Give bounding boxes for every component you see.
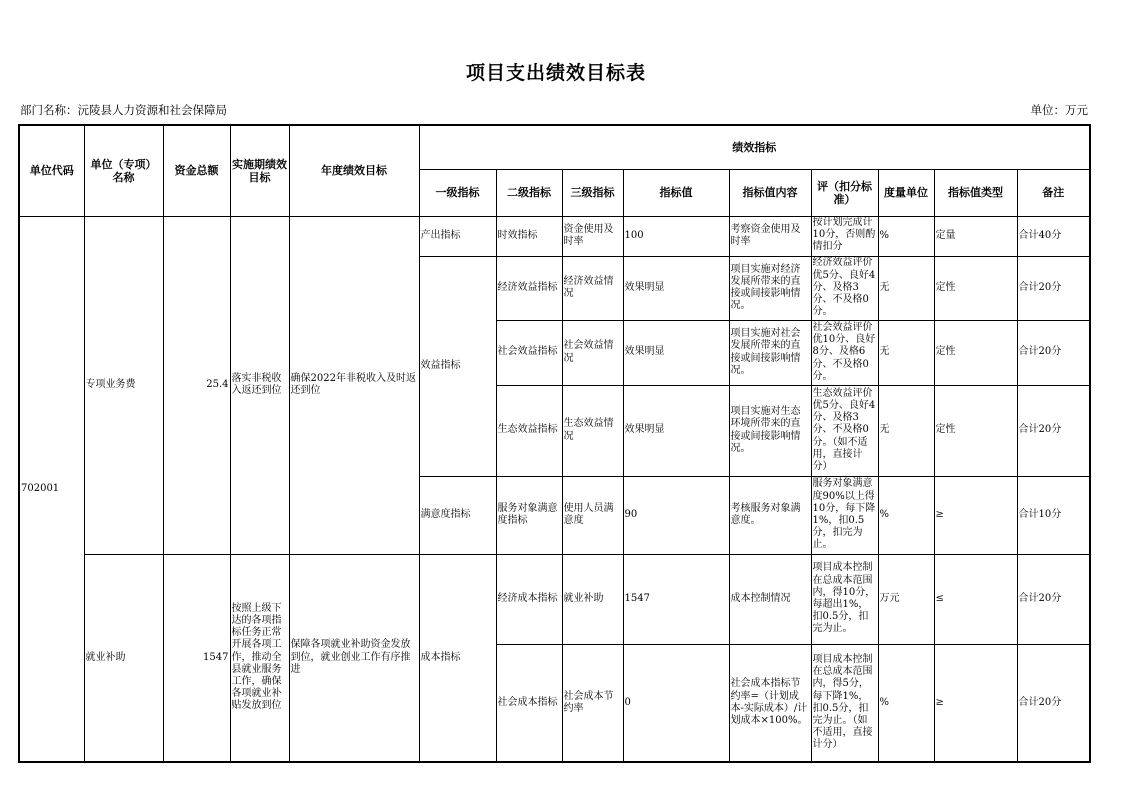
measure-unit-cell: % [878, 216, 934, 256]
scoring-cell: 服务对象满意度90%以上得10分，每下降1%，扣0.5分，扣完为止。 [811, 476, 878, 554]
content-cell: 项目实施对经济发展所带来的直接或间接影响情况。 [729, 256, 811, 320]
header-period-goal: 实施期绩效目标 [230, 125, 289, 216]
header-performance-indicators: 绩效指标 [419, 125, 1090, 169]
level3-cell: 社会成本节约率 [562, 644, 623, 762]
header-value: 指标值 [623, 169, 729, 216]
header-unit-code: 单位代码 [19, 125, 84, 216]
measure-unit-cell: % [878, 476, 934, 554]
content-cell: 成本控制情况 [729, 554, 811, 644]
header-measure-unit: 度量单位 [878, 169, 934, 216]
header-level1: 一级指标 [419, 169, 496, 216]
level3-cell: 使用人员满意度 [562, 476, 623, 554]
project-name-cell: 专项业务费 [84, 216, 163, 554]
period-goal-cell: 按照上级下达的各项指标任务正常开展各项工作，推动全县就业服务工作，确保各项就业补贴发放到位 [230, 554, 289, 762]
header-value-type: 指标值类型 [934, 169, 1017, 216]
level1-cell: 成本指标 [419, 554, 496, 762]
annual-goal-cell: 保障各项就业补助资金发放到位，就业创业工作有序推进 [289, 554, 419, 762]
header-remark: 备注 [1017, 169, 1090, 216]
performance-target-table [18, 124, 1091, 763]
value-cell: 效果明显 [623, 256, 729, 320]
level1-cell: 产出指标 [419, 216, 496, 256]
content-cell: 考察资金使用及时率 [729, 216, 811, 256]
remark-cell: 合计10分 [1017, 476, 1090, 554]
value-type-cell: ≤ [934, 554, 1017, 644]
department-name: 部门名称：沅陵县人力资源和社会保障局 [20, 103, 227, 117]
remark-cell: 合计20分 [1017, 385, 1090, 476]
header-level2: 二级指标 [496, 169, 562, 216]
measure-unit-cell: 无 [878, 320, 934, 385]
remark-cell: 合计20分 [1017, 320, 1090, 385]
measure-unit-cell: 万元 [878, 554, 934, 644]
value-cell: 100 [623, 216, 729, 256]
measure-unit-cell: % [878, 644, 934, 762]
header-annual-goal: 年度绩效目标 [289, 125, 419, 216]
scoring-text: 按计划完成计10分，否则酌情扣分 [812, 216, 876, 252]
level2-cell: 生态效益指标 [496, 385, 562, 476]
value-type-cell: ≥ [934, 644, 1017, 762]
remark-cell: 合计20分 [1017, 554, 1090, 644]
level2-cell: 社会成本指标 [496, 644, 562, 762]
level3-cell: 就业补助 [562, 554, 623, 644]
content-cell: 项目实施对生态环境所带来的直接或间接影响情况。 [729, 385, 811, 476]
value-cell: 90 [623, 476, 729, 554]
scoring-cell: 经济效益评价优5分、良好4分、及格3分、不及格0分。 [811, 256, 878, 320]
content-cell: 考核服务对象满意度。 [729, 476, 811, 554]
remark-cell: 合计20分 [1017, 644, 1090, 762]
page-title: 项目支出绩效目标表 [465, 62, 646, 84]
header-unit-name: 单位（专项）名称 [84, 125, 163, 216]
level2-cell: 经济成本指标 [496, 554, 562, 644]
value-cell: 1547 [623, 554, 729, 644]
unit-code-cell: 702001 [19, 216, 84, 762]
value-type-cell: 定性 [934, 256, 1017, 320]
currency-unit: 单位：万元 [1030, 103, 1088, 117]
value-type-cell: 定性 [934, 385, 1017, 476]
value-cell: 0 [623, 644, 729, 762]
level2-cell: 时效指标 [496, 216, 562, 256]
level3-cell: 生态效益情况 [562, 385, 623, 476]
value-type-cell: ≥ [934, 476, 1017, 554]
header-scoring: 评（扣分标准） [811, 169, 878, 216]
table-row [19, 216, 1090, 256]
scoring-cell: 项目成本控制在总成本范围内，得10分，每超出1%，扣0.5分，扣完为止。 [811, 554, 878, 644]
content-cell: 项目实施对社会发展所带来的直接或间接影响情况。 [729, 320, 811, 385]
level2-cell: 经济效益指标 [496, 256, 562, 320]
level1-cell: 满意度指标 [419, 476, 496, 554]
remark-cell: 合计20分 [1017, 256, 1090, 320]
value-cell: 效果明显 [623, 385, 729, 476]
table-row [19, 554, 1090, 644]
remark-cell: 合计40分 [1017, 216, 1090, 256]
value-type-cell: 定性 [934, 320, 1017, 385]
header-level3: 三级指标 [562, 169, 623, 216]
period-goal-cell: 落实非税收入返还到位 [230, 216, 289, 554]
value-type-cell: 定量 [934, 216, 1017, 256]
project-funds-cell: 1547 [163, 554, 230, 762]
level1-cell: 效益指标 [419, 256, 496, 476]
level2-cell: 服务对象满意度指标 [496, 476, 562, 554]
level3-cell: 社会效益情况 [562, 320, 623, 385]
annual-goal-cell: 确保2022年非税收入及时返还到位 [289, 216, 419, 554]
level3-cell: 资金使用及时率 [562, 216, 623, 256]
value-cell: 效果明显 [623, 320, 729, 385]
measure-unit-cell: 无 [878, 256, 934, 320]
scoring-cell: 项目成本控制在总成本范围内，得5分，每下降1%，扣0.5分，扣完为止。（如不适用，直接计分） [811, 644, 878, 762]
level2-cell: 社会效益指标 [496, 320, 562, 385]
scoring-cell: 生态效益评价优5分、良好4分、及格3分、不及格0分。（如不适用，直接计分） [811, 385, 878, 476]
header-content: 指标值内容 [729, 169, 811, 216]
project-funds-cell: 25.4 [163, 216, 230, 554]
scoring-cell: 社会效益评价优10分、良好8分、及格6分、不及格0分。 [811, 320, 878, 385]
scoring-cell [811, 216, 878, 256]
header-total-funds: 资金总额 [163, 125, 230, 216]
measure-unit-cell: 无 [878, 385, 934, 476]
level3-cell: 经济效益情况 [562, 256, 623, 320]
project-name-cell: 就业补助 [84, 554, 163, 762]
content-cell: 社会成本指标节约率=（计划成本-实际成本）/计划成本×100%。 [729, 644, 811, 762]
